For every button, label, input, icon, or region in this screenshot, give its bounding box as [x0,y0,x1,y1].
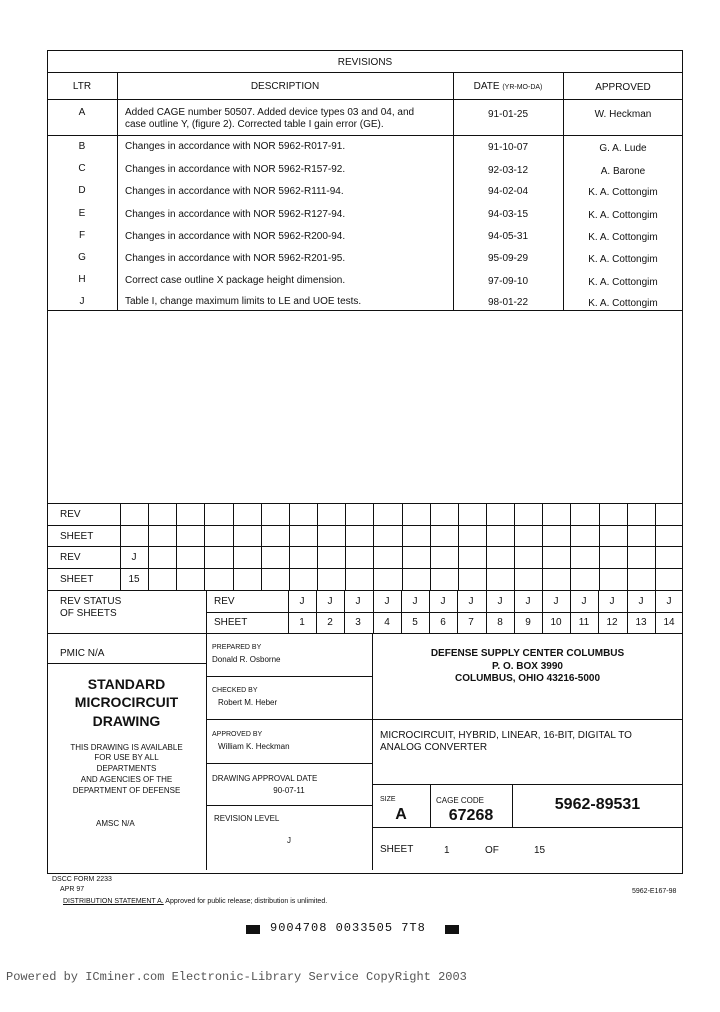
rev-status-sheet: 11 [578,617,590,628]
rev-status-rev: J [299,596,305,607]
revision-ltr: H [78,274,86,285]
barcode-block-left [246,925,260,934]
pmic-label: PMIC N/A [60,648,105,659]
drawing-title-line1: MICROCIRCUIT, HYBRID, LINEAR, 16-BIT, DIGITAL TO [380,730,632,741]
rev-status-sheet: 4 [384,617,390,628]
barcode-block-right [445,925,459,934]
of-label: OF [485,845,499,856]
availability-line4: AND AGENCIES OF THE [80,775,173,784]
rev-status-rev: J [525,596,531,607]
sheet-grid-cell: J [131,552,137,563]
revision-ltr: J [79,296,85,307]
revision-description: Changes in accordance with NOR 5962-R111-94. [125,186,344,197]
revision-approved: G. A. Lude [599,143,647,154]
cage-label: CAGE CODE [436,796,485,805]
revision-date: 94-03-15 [487,209,529,220]
revision-approved: K. A. Cottongim [588,210,658,221]
rev-status-rev-label: REV [214,596,235,607]
revision-date: 94-02-04 [487,186,529,197]
revision-approved: K. A. Cottongim [588,232,658,243]
sheet-grid-cell: 15 [128,574,140,585]
form-line1: DSCC FORM 2233 [52,876,112,883]
approval-date-label: DRAWING APPROVAL DATE [212,774,318,783]
revision-ltr: E [78,208,86,219]
revision-ltr: F [78,230,86,241]
revision-ltr: D [78,185,86,196]
rev-status-sheet-label: SHEET [214,617,248,628]
revision-date: 97-09-10 [487,276,529,287]
rev-status-sheet: 14 [663,617,675,628]
description-header: DESCRIPTION [250,81,320,92]
date-header: DATE (YR-MO-DA) [473,81,543,92]
rev-status-rev: J [440,596,446,607]
revision-description: Table I, change maximum limits to LE and UOE tests. [125,296,362,307]
powered-by: Powered by ICminer.com Electronic-Library Service CopyRight 2003 [6,970,467,984]
rev-status-sheet: 3 [355,617,361,628]
rev-status-rev: J [666,596,672,607]
doc-code: 5962-E167-98 [632,888,677,895]
size-value: A [395,806,407,823]
approval-date: 90-07-11 [273,786,305,795]
revision-approved: K. A. Cottongim [588,187,658,198]
revision-ltr: G [78,252,86,263]
revision-description: Correct case outline X package height dimension. [125,275,346,286]
rev-status-rev: J [468,596,474,607]
rev-status-label-1: REV STATUS [60,596,122,607]
revision-date: 94-05-31 [487,231,529,242]
rev-status-rev: J [638,596,644,607]
rev-status-sheet: 6 [440,617,446,628]
revision-date: 91-10-07 [487,142,529,153]
rev-status-rev: J [412,596,418,607]
rev-status-sheet: 5 [412,617,418,628]
prepared-name: Donald R. Osborne [212,655,281,664]
revision-date: 95-09-29 [487,253,529,264]
sheet-total: 15 [534,845,546,856]
rev-status-rev: J [581,596,587,607]
sheet-number: 1 [444,845,450,856]
rev-status-rev: J [355,596,361,607]
revision-description: Changes in accordance with NOR 5962-R157-92. [125,164,346,175]
revision-description: Changes in accordance with NOR 5962-R127-94. [125,209,346,220]
center-line2: P. O. BOX 3990 [492,661,563,672]
rev-status-sheet: 9 [525,617,531,628]
revision-ltr: B [78,141,86,152]
rev-status-rev: J [497,596,503,607]
revision-level-label: REVISION LEVEL [214,814,280,823]
lower-rev-label: REV [60,552,81,563]
center-line3: COLUMBUS, OHIO 43216-5000 [454,673,601,684]
barcode-text: 9004708 0033505 7T8 [270,921,426,935]
distribution-statement: DISTRIBUTION STATEMENT A. Approved for public release; distribution is unlimited. [63,898,328,905]
revision-ltr: C [78,163,86,174]
rev-status-sheet: 2 [327,617,333,628]
rev-status-rev: J [609,596,615,607]
upper-sheet-label: SHEET [60,531,94,542]
availability-line5: DEPARTMENT OF DEFENSE [72,786,181,795]
rev-status-rev: J [327,596,333,607]
rev-status-sheet: 8 [497,617,503,628]
availability-line3: DEPARTMENTS [96,764,157,773]
revision-date: 98-01-22 [487,297,529,308]
checked-name: Robert M. Heber [218,698,278,707]
availability-line1: THIS DRAWING IS AVAILABLE [70,743,183,752]
drawing-number: 5962-89531 [554,796,641,813]
revision-approved: K. A. Cottongim [588,277,658,288]
revision-description: Changes in accordance with NOR 5962-R017-91. [125,141,346,152]
approved-name: William K. Heckman [218,742,290,751]
checked-label: CHECKED BY [212,687,258,694]
size-label: SIZE [380,796,396,803]
standard-line3: DRAWING [92,713,161,729]
sheet-label: SHEET [380,844,414,855]
rev-status-sheet: 10 [550,617,562,628]
cage-value: 67268 [448,807,494,824]
rev-status-sheet: 13 [635,617,647,628]
rev-status-rev: J [384,596,390,607]
amsc-label: AMSC N/A [96,819,135,828]
revision-approved: K. A. Cottongim [588,254,658,265]
revision-date: 91-01-25 [487,109,529,120]
lower-sheet-label: SHEET [60,574,94,585]
form-line2: APR 97 [60,886,85,893]
rev-status-sheet: 1 [299,617,305,628]
standard-line1: STANDARD [87,676,166,692]
upper-rev-label: REV [60,509,81,520]
revision-ltr: A [78,107,86,118]
availability-line2: FOR USE BY ALL [94,753,159,762]
rev-status-sheet: 12 [606,617,618,628]
drawing-title-line2: ANALOG CONVERTER [380,742,488,753]
rev-status-label-2: OF SHEETS [60,608,117,619]
approved-header: APPROVED [595,82,651,93]
center-line1: DEFENSE SUPPLY CENTER COLUMBUS [430,648,625,659]
revision-date: 92-03-12 [487,165,529,176]
standard-line2: MICROCIRCUIT [74,694,179,710]
revision-description: Changes in accordance with NOR 5962-R201-95. [125,253,346,264]
rev-status-sheet: 7 [468,617,474,628]
revision-description: Changes in accordance with NOR 5962-R200-94. [125,231,346,242]
prepared-label: PREPARED BY [212,644,262,651]
approved-label: APPROVED BY [212,731,263,738]
revision-level: J [287,836,291,845]
revision-description: Added CAGE number 50507. Added device types 03 and 04, and case outline Y, (figure 2). Corrected table I gain error (GE). [125,107,415,130]
revision-approved: A. Barone [600,166,646,177]
revisions-title: REVISIONS [337,57,393,68]
ltr-header: LTR [72,81,92,92]
revision-approved: W. Heckman [594,109,652,120]
rev-status-rev: J [553,596,559,607]
revision-approved: K. A. Cottongim [588,298,658,309]
